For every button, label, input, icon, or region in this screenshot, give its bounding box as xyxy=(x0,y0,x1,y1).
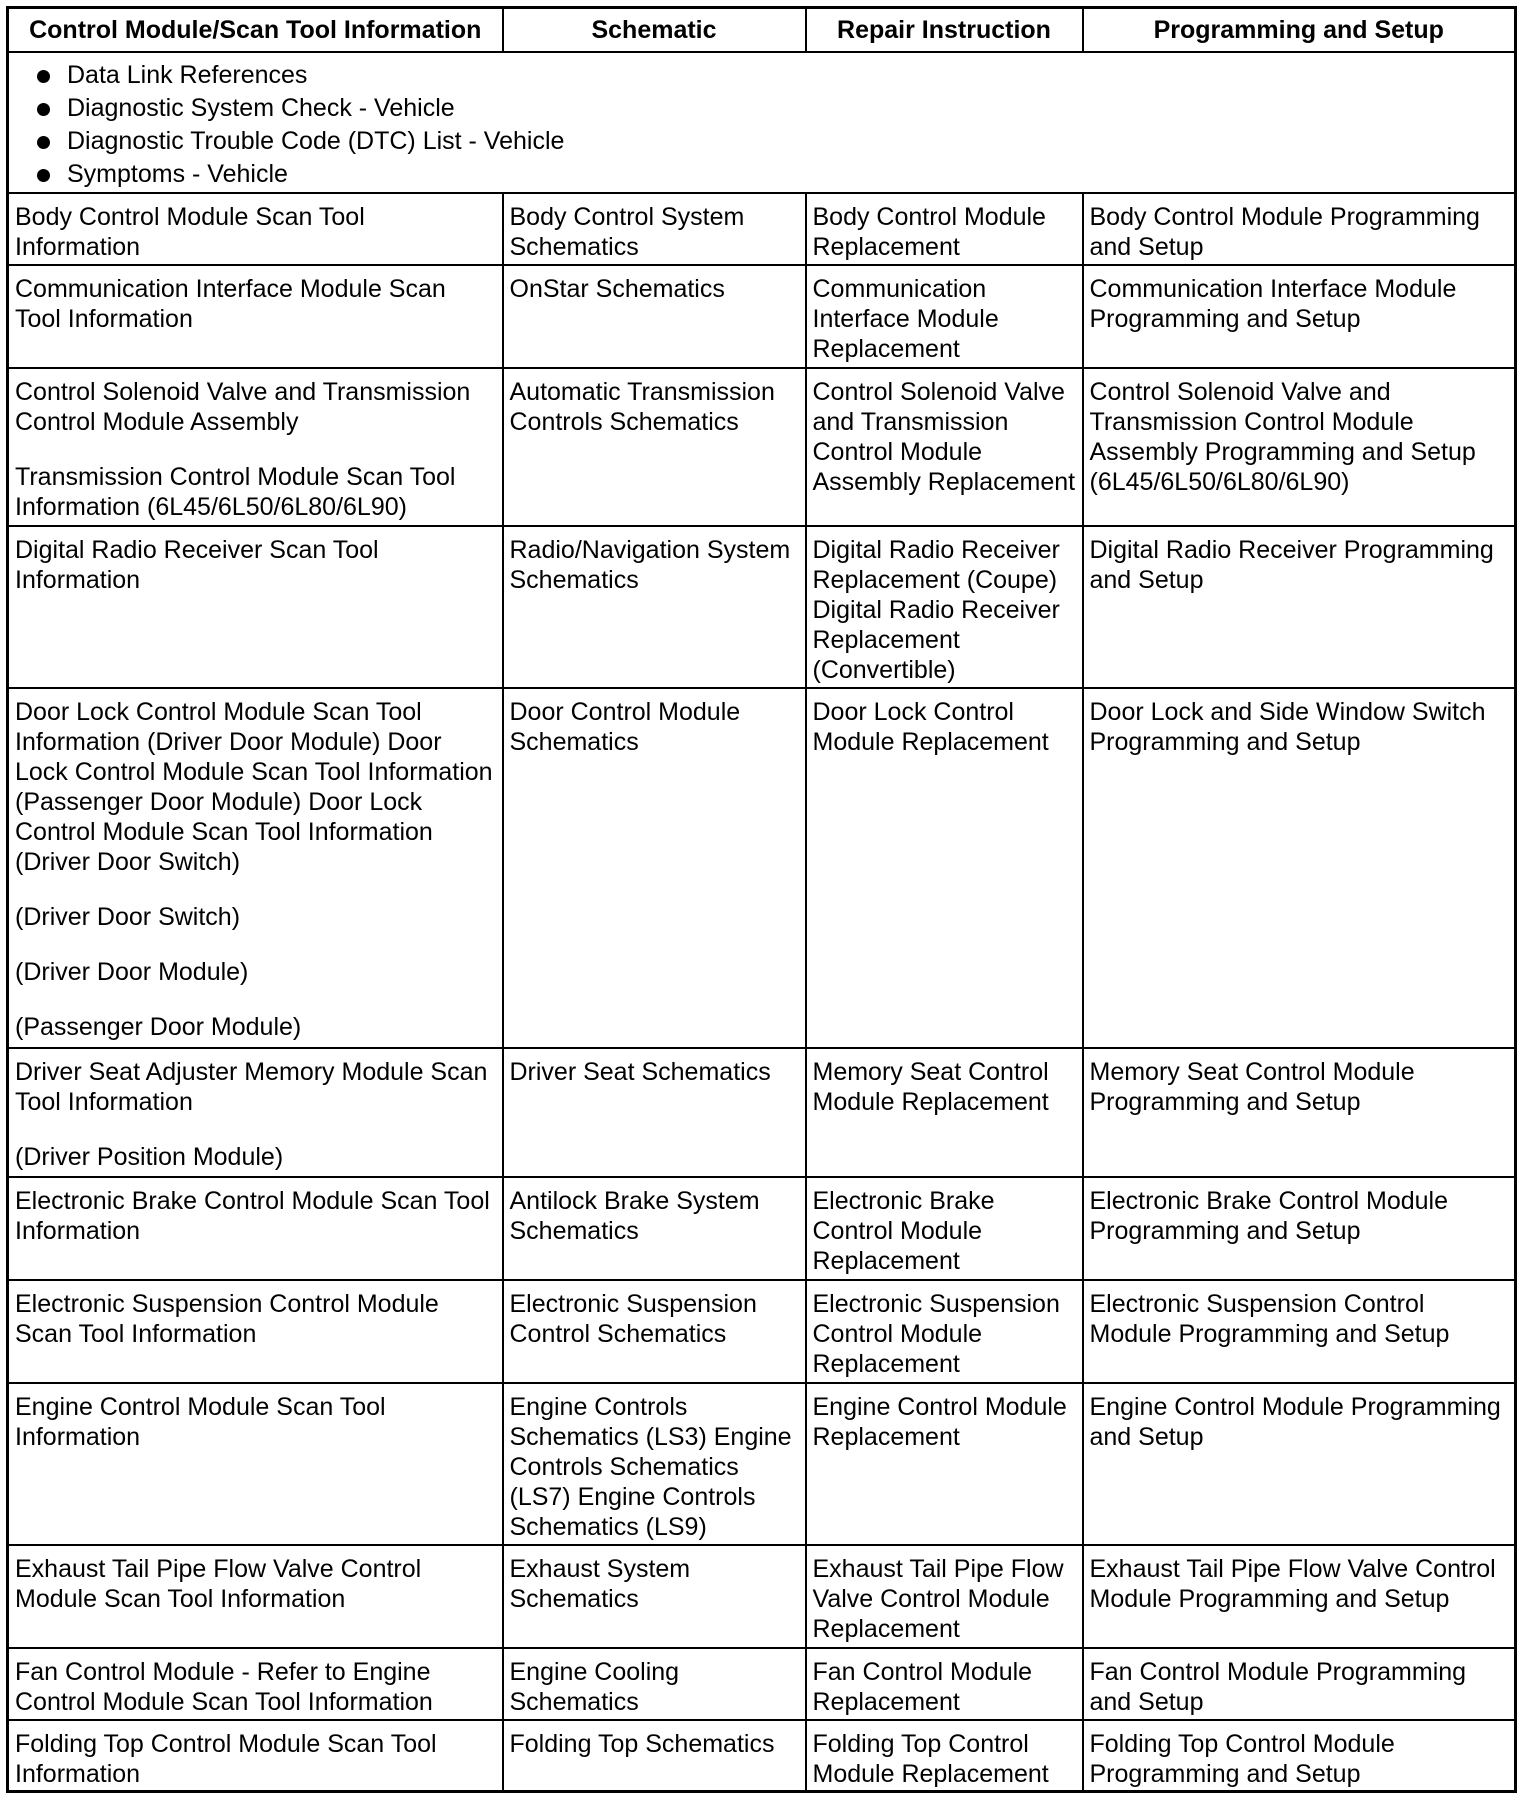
references-row xyxy=(8,52,1516,193)
control-module-cell xyxy=(8,688,503,1048)
control-module-text[interactable]: Door Lock Control Module Scan Tool Information (Driver Door Module) Door Lock Control Module Scan Tool Information (Passenger Door Module) Door Lock Control Module Scan Tool Information (Driver Door Switch) xyxy=(15,697,493,876)
control-module-text[interactable]: Body Control Module Scan Tool Information xyxy=(15,202,365,261)
control-module-cell xyxy=(8,526,503,688)
programming-setup-cell[interactable]: Electronic Suspension Control Module Programming and Setup xyxy=(1083,1280,1516,1383)
control-module-cell xyxy=(8,1648,503,1720)
schematic-cell[interactable]: Door Control Module Schematics xyxy=(503,688,806,1048)
control-module-cell xyxy=(8,368,503,526)
control-module-text[interactable]: (Driver Door Switch) xyxy=(15,902,241,931)
bullet-icon xyxy=(37,103,50,116)
programming-setup-cell[interactable]: Engine Control Module Programming and Setup xyxy=(1083,1383,1516,1545)
table-row xyxy=(8,1280,1516,1383)
repair-instruction-cell[interactable]: Communication Interface Module Replacement xyxy=(806,265,1083,368)
schematic-cell[interactable]: Antilock Brake System Schematics xyxy=(503,1177,806,1280)
repair-instruction-cell[interactable]: Control Solenoid Valve and Transmission Control Module Assembly Replacement xyxy=(806,368,1083,526)
table-row xyxy=(8,1048,1516,1177)
schematic-cell[interactable]: Automatic Transmission Controls Schematics xyxy=(503,368,806,526)
schematic-cell[interactable]: Engine Controls Schematics (LS3) Engine Controls Schematics (LS7) Engine Controls Schematics (LS9) xyxy=(503,1383,806,1545)
references-cell xyxy=(8,52,1516,193)
control-module-text[interactable]: (Passenger Door Module) xyxy=(15,1012,302,1041)
repair-instruction-cell[interactable]: Folding Top Control Module Replacement xyxy=(806,1720,1083,1792)
programming-setup-cell[interactable]: Memory Seat Control Module Programming and Setup xyxy=(1083,1048,1516,1177)
control-module-cell xyxy=(8,1720,503,1792)
reference-item[interactable]: Data Link References xyxy=(35,59,1508,92)
table-row xyxy=(8,1545,1516,1648)
bullet-icon xyxy=(37,169,50,182)
schematic-cell[interactable]: Electronic Suspension Control Schematics xyxy=(503,1280,806,1383)
control-module-text[interactable]: Driver Seat Adjuster Memory Module Scan Tool Information xyxy=(15,1057,488,1116)
bullet-icon xyxy=(37,70,50,83)
module-reference-table xyxy=(6,6,1517,1793)
header-schematic: Schematic xyxy=(503,8,806,52)
control-module-text[interactable]: Electronic Suspension Control Module Scan Tool Information xyxy=(15,1289,439,1348)
programming-setup-cell[interactable]: Electronic Brake Control Module Programming and Setup xyxy=(1083,1177,1516,1280)
repair-instruction-cell[interactable]: Electronic Suspension Control Module Replacement xyxy=(806,1280,1083,1383)
reference-item[interactable]: Diagnostic Trouble Code (DTC) List - Vehicle xyxy=(35,125,1508,158)
header-control-module: Control Module/Scan Tool Information xyxy=(8,8,503,52)
table-row xyxy=(8,688,1516,1048)
table-row xyxy=(8,1720,1516,1792)
programming-setup-cell[interactable]: Communication Interface Module Programming and Setup xyxy=(1083,265,1516,368)
control-module-cell xyxy=(8,265,503,368)
programming-setup-cell[interactable]: Body Control Module Programming and Setup xyxy=(1083,193,1516,265)
control-module-text[interactable]: Folding Top Control Module Scan Tool Information xyxy=(15,1729,437,1788)
repair-instruction-cell[interactable]: Door Lock Control Module Replacement xyxy=(806,688,1083,1048)
programming-setup-cell[interactable]: Digital Radio Receiver Programming and Setup xyxy=(1083,526,1516,688)
control-module-cell xyxy=(8,193,503,265)
control-module-text[interactable]: Engine Control Module Scan Tool Information xyxy=(15,1392,386,1451)
schematic-cell[interactable]: Exhaust System Schematics xyxy=(503,1545,806,1648)
control-module-cell xyxy=(8,1048,503,1177)
header-programming-setup: Programming and Setup xyxy=(1083,8,1516,52)
programming-setup-cell[interactable]: Control Solenoid Valve and Transmission Control Module Assembly Programming and Setup (6L45/6L50/6L80/6L90) xyxy=(1083,368,1516,526)
control-module-text[interactable]: Fan Control Module - Refer to Engine Control Module Scan Tool Information xyxy=(15,1657,433,1716)
control-module-text[interactable]: Digital Radio Receiver Scan Tool Information xyxy=(15,535,379,594)
repair-instruction-cell[interactable]: Memory Seat Control Module Replacement xyxy=(806,1048,1083,1177)
control-module-text[interactable]: Exhaust Tail Pipe Flow Valve Control Module Scan Tool Information xyxy=(15,1554,422,1613)
control-module-text[interactable]: Control Solenoid Valve and Transmission Control Module Assembly xyxy=(15,377,471,436)
control-module-text[interactable]: Electronic Brake Control Module Scan Tool Information xyxy=(15,1186,490,1245)
repair-instruction-cell[interactable]: Engine Control Module Replacement xyxy=(806,1383,1083,1545)
programming-setup-cell[interactable]: Fan Control Module Programming and Setup xyxy=(1083,1648,1516,1720)
schematic-cell[interactable]: Driver Seat Schematics xyxy=(503,1048,806,1177)
header-repair-instruction: Repair Instruction xyxy=(806,8,1083,52)
repair-instruction-cell[interactable]: Digital Radio Receiver Replacement (Coupe) Digital Radio Receiver Replacement (Convertible) xyxy=(806,526,1083,688)
control-module-cell xyxy=(8,1280,503,1383)
bullet-icon xyxy=(37,136,50,149)
table-row xyxy=(8,526,1516,688)
table-row xyxy=(8,1177,1516,1280)
repair-instruction-cell[interactable]: Body Control Module Replacement xyxy=(806,193,1083,265)
schematic-cell[interactable]: Engine Cooling Schematics xyxy=(503,1648,806,1720)
references-list xyxy=(15,55,1508,191)
schematic-cell[interactable]: Radio/Navigation System Schematics xyxy=(503,526,806,688)
table-row xyxy=(8,1383,1516,1545)
repair-instruction-cell[interactable]: Exhaust Tail Pipe Flow Valve Control Module Replacement xyxy=(806,1545,1083,1648)
table-row xyxy=(8,265,1516,368)
programming-setup-cell[interactable]: Exhaust Tail Pipe Flow Valve Control Module Programming and Setup xyxy=(1083,1545,1516,1648)
control-module-cell xyxy=(8,1383,503,1545)
repair-instruction-cell[interactable]: Electronic Brake Control Module Replacement xyxy=(806,1177,1083,1280)
programming-setup-cell[interactable]: Folding Top Control Module Programming and Setup xyxy=(1083,1720,1516,1792)
schematic-cell[interactable]: Body Control System Schematics xyxy=(503,193,806,265)
control-module-text[interactable]: Transmission Control Module Scan Tool Information (6L45/6L50/6L80/6L90) xyxy=(15,462,456,521)
table-row xyxy=(8,1648,1516,1720)
header-row xyxy=(8,8,1516,52)
schematic-cell[interactable]: Folding Top Schematics xyxy=(503,1720,806,1792)
control-module-text[interactable]: (Driver Position Module) xyxy=(15,1142,284,1171)
control-module-text[interactable]: (Driver Door Module) xyxy=(15,957,249,986)
table-row xyxy=(8,193,1516,265)
control-module-cell xyxy=(8,1545,503,1648)
programming-setup-cell[interactable]: Door Lock and Side Window Switch Programming and Setup xyxy=(1083,688,1516,1048)
repair-instruction-cell[interactable]: Fan Control Module Replacement xyxy=(806,1648,1083,1720)
control-module-cell xyxy=(8,1177,503,1280)
reference-item[interactable]: Diagnostic System Check - Vehicle xyxy=(35,92,1508,125)
table-row xyxy=(8,368,1516,526)
schematic-cell[interactable]: OnStar Schematics xyxy=(503,265,806,368)
control-module-text[interactable]: Communication Interface Module Scan Tool Information xyxy=(15,274,446,333)
reference-item[interactable]: Symptoms - Vehicle xyxy=(35,158,1508,191)
